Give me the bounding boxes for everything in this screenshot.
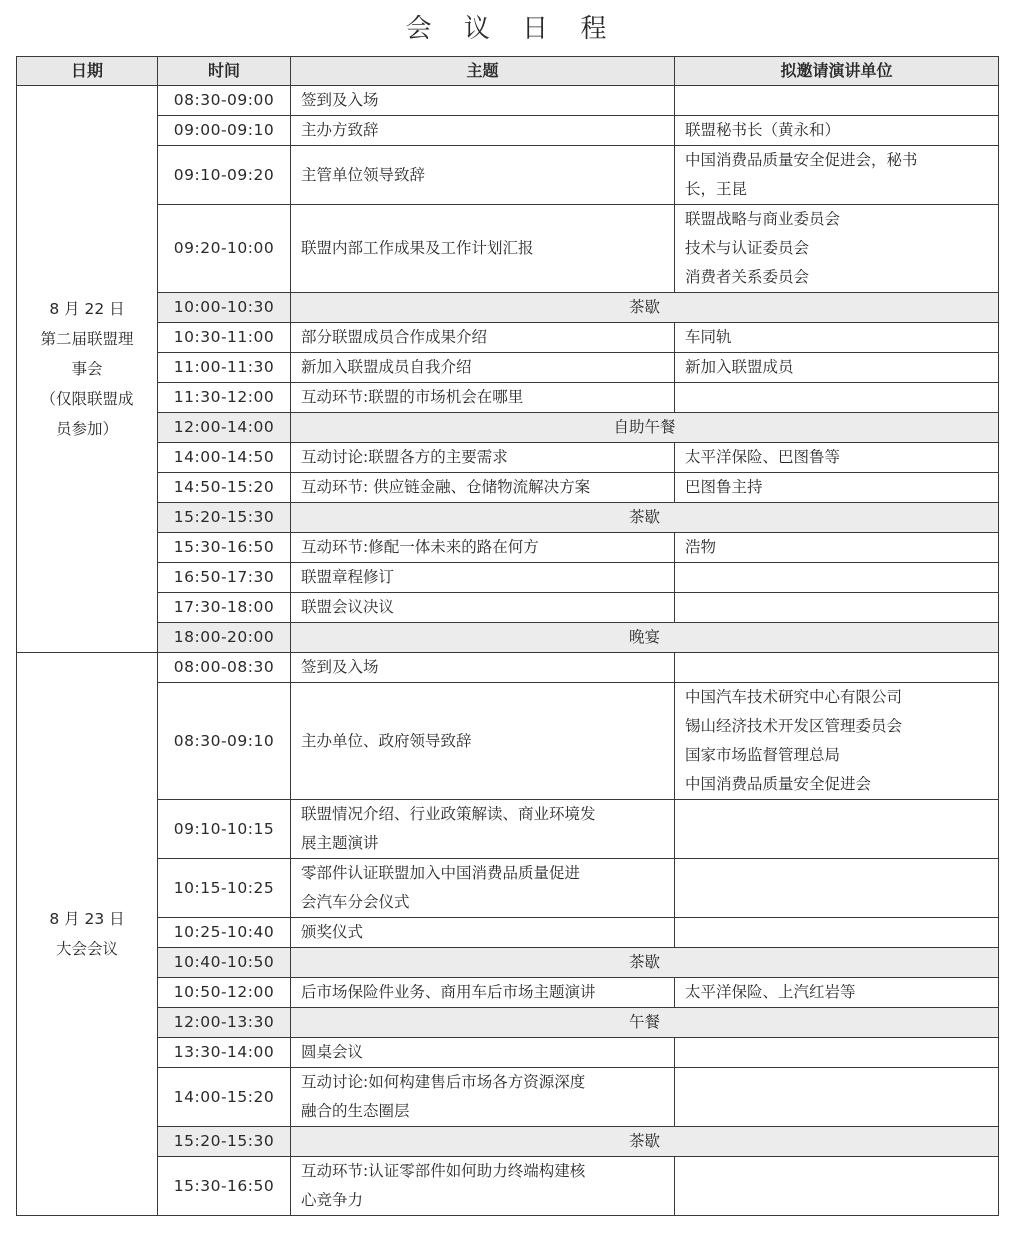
- speaker-cell: 新加入联盟成员: [675, 353, 999, 383]
- speaker-cell: [675, 205, 999, 293]
- topic-cell: 主办方致辞: [291, 116, 675, 146]
- header-speaker: 拟邀请演讲单位: [675, 57, 999, 86]
- topic-cell: [291, 1068, 675, 1127]
- agenda-table: [16, 56, 999, 1216]
- table-row: [17, 1038, 999, 1068]
- table-row: [17, 1008, 999, 1038]
- header-time: 时间: [158, 57, 291, 86]
- time-cell: 10:40-10:50: [158, 948, 291, 978]
- date-line: 员参加）: [55, 420, 118, 438]
- topic-cell: [291, 1157, 675, 1216]
- topic-line: 互动环节:认证零部件如何助力终端构建核: [301, 1162, 586, 1180]
- speaker-line: 中国消费品质量安全促进会: [685, 775, 872, 793]
- header-row: [17, 57, 999, 86]
- speaker-cell: 浩物: [675, 533, 999, 563]
- topic-cell: 互动环节:修配一体未来的路在何方: [291, 533, 675, 563]
- time-cell: 10:15-10:25: [158, 859, 291, 918]
- date-line: 第二届联盟理: [40, 330, 134, 348]
- time-cell: 10:25-10:40: [158, 918, 291, 948]
- time-cell: 11:00-11:30: [158, 353, 291, 383]
- speaker-cell: [675, 1068, 999, 1127]
- table-row: [17, 116, 999, 146]
- speaker-cell: [675, 593, 999, 623]
- speaker-cell: 车同轨: [675, 323, 999, 353]
- table-row: [17, 683, 999, 800]
- time-cell: 15:30-16:50: [158, 1157, 291, 1216]
- table-row: [17, 443, 999, 473]
- break-cell: 茶歇: [291, 503, 999, 533]
- time-cell: 15:20-15:30: [158, 503, 291, 533]
- table-row: [17, 918, 999, 948]
- topic-cell: 圆桌会议: [291, 1038, 675, 1068]
- page-title: 会 议 日 程: [405, 14, 619, 44]
- table-row: [17, 593, 999, 623]
- table-row: [17, 1157, 999, 1216]
- table-row: [17, 653, 999, 683]
- topic-cell: 互动讨论:联盟各方的主要需求: [291, 443, 675, 473]
- speaker-cell: [675, 859, 999, 918]
- agenda-body: [17, 86, 999, 1216]
- topic-cell: 新加入联盟成员自我介绍: [291, 353, 675, 383]
- date-cell: [17, 653, 158, 1216]
- time-cell: 12:00-13:30: [158, 1008, 291, 1038]
- break-cell: 茶歇: [291, 1127, 999, 1157]
- time-cell: 09:00-09:10: [158, 116, 291, 146]
- table-row: [17, 503, 999, 533]
- topic-line: 会汽车分会仪式: [301, 893, 410, 911]
- table-row: [17, 146, 999, 205]
- time-cell: 10:30-11:00: [158, 323, 291, 353]
- topic-cell: 联盟会议决议: [291, 593, 675, 623]
- topic-cell: 签到及入场: [291, 86, 675, 116]
- speaker-line: 锡山经济技术开发区管理委员会: [685, 717, 903, 735]
- speaker-line: 长，王昆: [685, 180, 748, 198]
- topic-cell: 联盟内部工作成果及工作计划汇报: [291, 205, 675, 293]
- break-cell: 自助午餐: [291, 413, 999, 443]
- topic-line: 心竞争力: [301, 1191, 364, 1209]
- time-cell: 14:00-15:20: [158, 1068, 291, 1127]
- break-cell: 茶歇: [291, 948, 999, 978]
- topic-line: 零部件认证联盟加入中国消费品质量促进: [301, 864, 581, 882]
- topic-cell: 签到及入场: [291, 653, 675, 683]
- header-date: 日期: [17, 57, 158, 86]
- speaker-cell: [675, 563, 999, 593]
- speaker-cell: 太平洋保险、上汽红岩等: [675, 978, 999, 1008]
- date-line: 事会: [71, 360, 103, 378]
- time-cell: 08:00-08:30: [158, 653, 291, 683]
- break-cell: 晚宴: [291, 623, 999, 653]
- time-cell: 11:30-12:00: [158, 383, 291, 413]
- topic-line: 展主题演讲: [301, 834, 379, 852]
- table-row: [17, 563, 999, 593]
- speaker-cell: [675, 146, 999, 205]
- time-cell: 09:10-09:20: [158, 146, 291, 205]
- speaker-cell: [675, 1038, 999, 1068]
- topic-cell: 主办单位、政府领导致辞: [291, 683, 675, 800]
- table-row: [17, 948, 999, 978]
- topic-cell: 主管单位领导致辞: [291, 146, 675, 205]
- table-row: [17, 1127, 999, 1157]
- speaker-line: 中国汽车技术研究中心有限公司: [685, 688, 903, 706]
- topic-cell: 颁奖仪式: [291, 918, 675, 948]
- time-cell: 13:30-14:00: [158, 1038, 291, 1068]
- time-cell: 10:00-10:30: [158, 293, 291, 323]
- table-row: [17, 323, 999, 353]
- time-cell: 09:10-10:15: [158, 800, 291, 859]
- speaker-cell: 巴图鲁主持: [675, 473, 999, 503]
- break-cell: 午餐: [291, 1008, 999, 1038]
- table-row: [17, 86, 999, 116]
- topic-cell: [291, 859, 675, 918]
- table-row: [17, 353, 999, 383]
- speaker-line: 国家市场监督管理总局: [685, 746, 841, 764]
- table-row: [17, 978, 999, 1008]
- table-row: [17, 533, 999, 563]
- topic-line: 融合的生态圈层: [301, 1102, 410, 1120]
- table-row: [17, 859, 999, 918]
- table-row: [17, 383, 999, 413]
- date-line: 大会会议: [55, 940, 118, 958]
- speaker-cell: [675, 653, 999, 683]
- time-cell: 16:50-17:30: [158, 563, 291, 593]
- speaker-cell: 太平洋保险、巴图鲁等: [675, 443, 999, 473]
- speaker-cell: [675, 918, 999, 948]
- time-cell: 14:00-14:50: [158, 443, 291, 473]
- table-row: [17, 800, 999, 859]
- speaker-line: 技术与认证委员会: [685, 239, 810, 257]
- time-cell: 15:20-15:30: [158, 1127, 291, 1157]
- table-row: [17, 293, 999, 323]
- topic-cell: [291, 800, 675, 859]
- topic-cell: 后市场保险件业务、商用车后市场主题演讲: [291, 978, 675, 1008]
- time-cell: 14:50-15:20: [158, 473, 291, 503]
- speaker-line: 联盟战略与商业委员会: [685, 210, 841, 228]
- topic-line: 互动讨论:如何构建售后市场各方资源深度: [301, 1073, 586, 1091]
- table-row: [17, 413, 999, 443]
- time-cell: 12:00-14:00: [158, 413, 291, 443]
- speaker-line: 消费者关系委员会: [685, 268, 810, 286]
- speaker-line: 中国消费品质量安全促进会，秘书: [685, 151, 918, 169]
- table-row: [17, 473, 999, 503]
- table-row: [17, 623, 999, 653]
- topic-cell: 互动环节:联盟的市场机会在哪里: [291, 383, 675, 413]
- speaker-cell: [675, 1157, 999, 1216]
- time-cell: 15:30-16:50: [158, 533, 291, 563]
- time-cell: 08:30-09:10: [158, 683, 291, 800]
- speaker-cell: [675, 383, 999, 413]
- time-cell: 08:30-09:00: [158, 86, 291, 116]
- time-cell: 09:20-10:00: [158, 205, 291, 293]
- topic-cell: 联盟章程修订: [291, 563, 675, 593]
- table-row: [17, 205, 999, 293]
- date-line: （仅限联盟成: [40, 390, 134, 408]
- date-line: 8 月 22 日: [49, 300, 125, 318]
- time-cell: 17:30-18:00: [158, 593, 291, 623]
- topic-cell: 互动环节: 供应链金融、仓储物流解决方案: [291, 473, 675, 503]
- break-cell: 茶歇: [291, 293, 999, 323]
- date-cell: [17, 86, 158, 653]
- header-topic: 主题: [291, 57, 675, 86]
- date-line: 8 月 23 日: [49, 910, 125, 928]
- speaker-cell: [675, 86, 999, 116]
- speaker-cell: [675, 683, 999, 800]
- speaker-cell: [675, 800, 999, 859]
- time-cell: 10:50-12:00: [158, 978, 291, 1008]
- time-cell: 18:00-20:00: [158, 623, 291, 653]
- speaker-cell: 联盟秘书长（黄永和）: [675, 116, 999, 146]
- topic-cell: 部分联盟成员合作成果介绍: [291, 323, 675, 353]
- topic-line: 联盟情况介绍、行业政策解读、商业环境发: [301, 805, 596, 823]
- table-row: [17, 1068, 999, 1127]
